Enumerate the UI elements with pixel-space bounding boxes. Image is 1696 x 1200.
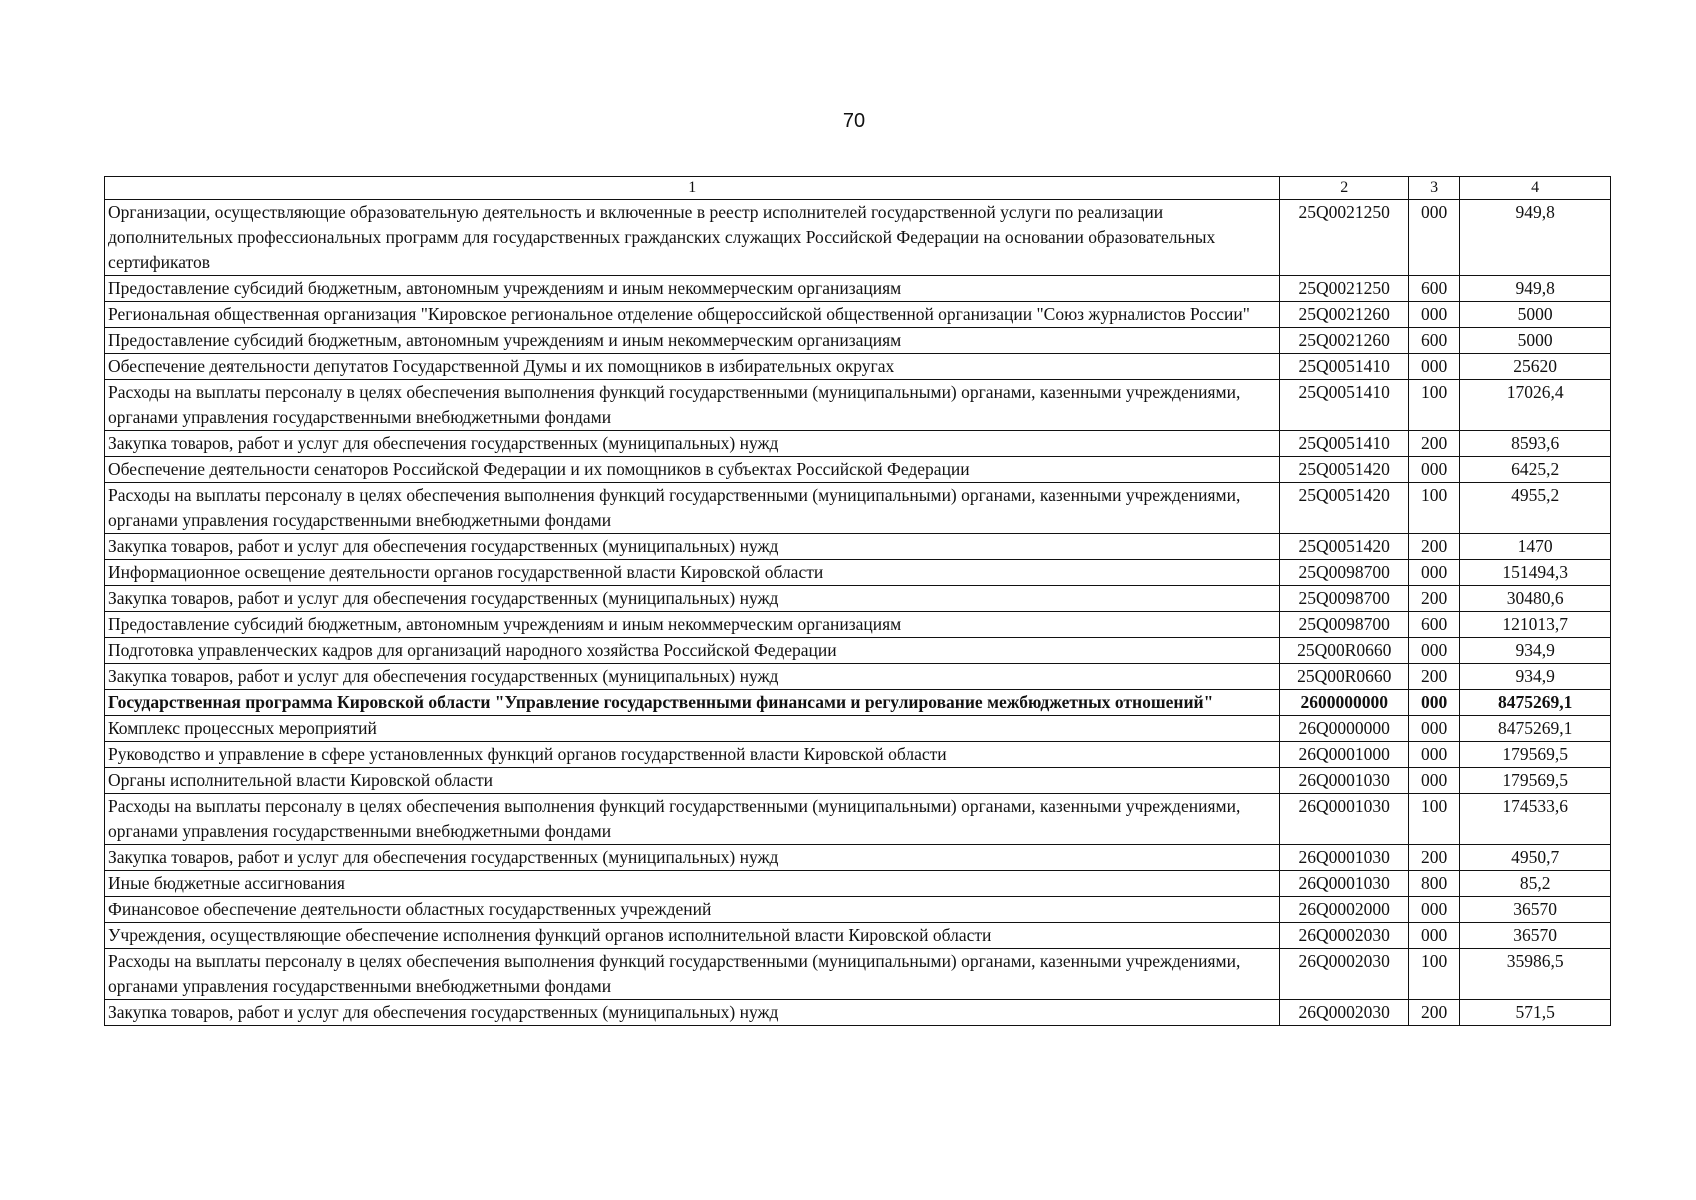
row-amount-cell: 174533,6 xyxy=(1460,794,1611,845)
row-name-cell: Закупка товаров, работ и услуг для обеспечения государственных (муниципальных) нужд xyxy=(105,431,1280,457)
row-name-cell: Расходы на выплаты персоналу в целях обеспечения выполнения функций государственными (муниципальными) органами, казенными учреждениями, органами управления государственными внебюджетными фондами xyxy=(105,949,1280,1000)
table-row xyxy=(105,380,1611,431)
row-expense-type-cell: 000 xyxy=(1409,560,1460,586)
row-amount-cell: 6425,2 xyxy=(1460,457,1611,483)
row-amount-cell: 179569,5 xyxy=(1460,768,1611,794)
row-code-cell: 25Q00R0660 xyxy=(1280,664,1409,690)
table-header xyxy=(105,177,1611,200)
row-expense-type-cell: 200 xyxy=(1409,534,1460,560)
row-amount-cell: 949,8 xyxy=(1460,276,1611,302)
header-col-3: 3 xyxy=(1409,177,1460,200)
row-amount-cell: 949,8 xyxy=(1460,200,1611,276)
row-expense-type-cell: 000 xyxy=(1409,354,1460,380)
row-code-cell: 26Q0001030 xyxy=(1280,794,1409,845)
row-code-cell: 25Q0051410 xyxy=(1280,380,1409,431)
table-row xyxy=(105,328,1611,354)
row-name-cell: Расходы на выплаты персоналу в целях обеспечения выполнения функций государственными (муниципальными) органами, казенными учреждениями, органами управления государственными внебюджетными фондами xyxy=(105,380,1280,431)
row-name-cell: Предоставление субсидий бюджетным, автономным учреждениям и иным некоммерческим организациям xyxy=(105,612,1280,638)
row-code-cell: 25Q0021250 xyxy=(1280,200,1409,276)
row-name-cell: Предоставление субсидий бюджетным, автономным учреждениям и иным некоммерческим организациям xyxy=(105,276,1280,302)
row-name-cell: Расходы на выплаты персоналу в целях обеспечения выполнения функций государственными (муниципальными) органами, казенными учреждениями, органами управления государственными внебюджетными фондами xyxy=(105,794,1280,845)
row-expense-type-cell: 000 xyxy=(1409,457,1460,483)
row-code-cell: 25Q0051420 xyxy=(1280,483,1409,534)
row-name-cell: Закупка товаров, работ и услуг для обеспечения государственных (муниципальных) нужд xyxy=(105,664,1280,690)
table-row xyxy=(105,690,1611,716)
row-amount-cell: 35986,5 xyxy=(1460,949,1611,1000)
row-name-cell: Региональная общественная организация "Кировское региональное отделение общероссийской общественной организации "Союз журналистов России" xyxy=(105,302,1280,328)
row-amount-cell: 5000 xyxy=(1460,328,1611,354)
row-name-cell: Руководство и управление в сфере установленных функций органов государственной власти Кировской области xyxy=(105,742,1280,768)
row-code-cell: 25Q0021260 xyxy=(1280,302,1409,328)
row-name-cell: Организации, осуществляющие образовательную деятельность и включенные в реестр исполнителей государственной услуги по реализации дополнительных профессиональных программ для государственных гражданских служащих Российской Федерации на основании образовательных сертификатов xyxy=(105,200,1280,276)
row-amount-cell: 1470 xyxy=(1460,534,1611,560)
row-expense-type-cell: 600 xyxy=(1409,328,1460,354)
row-expense-type-cell: 000 xyxy=(1409,768,1460,794)
row-code-cell: 25Q0021250 xyxy=(1280,276,1409,302)
table-row xyxy=(105,845,1611,871)
table-row xyxy=(105,302,1611,328)
header-col-2: 2 xyxy=(1280,177,1409,200)
row-expense-type-cell: 200 xyxy=(1409,586,1460,612)
row-code-cell: 26Q0002030 xyxy=(1280,923,1409,949)
row-code-cell: 25Q0051420 xyxy=(1280,534,1409,560)
row-name-cell: Подготовка управленческих кадров для организаций народного хозяйства Российской Федерации xyxy=(105,638,1280,664)
row-expense-type-cell: 100 xyxy=(1409,794,1460,845)
table-row xyxy=(105,716,1611,742)
row-code-cell: 26Q0000000 xyxy=(1280,716,1409,742)
row-name-cell: Обеспечение деятельности сенаторов Российской Федерации и их помощников в субъектах Российской Федерации xyxy=(105,457,1280,483)
row-name-cell: Обеспечение деятельности депутатов Государственной Думы и их помощников в избирательных округах xyxy=(105,354,1280,380)
row-expense-type-cell: 000 xyxy=(1409,897,1460,923)
row-expense-type-cell: 200 xyxy=(1409,664,1460,690)
table-row xyxy=(105,897,1611,923)
row-code-cell: 26Q0001000 xyxy=(1280,742,1409,768)
table-row xyxy=(105,923,1611,949)
table-row xyxy=(105,200,1611,276)
table-row xyxy=(105,794,1611,845)
table-row xyxy=(105,664,1611,690)
row-code-cell: 26Q0002030 xyxy=(1280,949,1409,1000)
row-expense-type-cell: 000 xyxy=(1409,923,1460,949)
row-expense-type-cell: 200 xyxy=(1409,1000,1460,1026)
row-code-cell: 25Q00R0660 xyxy=(1280,638,1409,664)
row-amount-cell: 8475269,1 xyxy=(1460,716,1611,742)
row-name-cell: Государственная программа Кировской области "Управление государственными финансами и регулирование межбюджетных отношений" xyxy=(105,690,1280,716)
row-amount-cell: 4955,2 xyxy=(1460,483,1611,534)
header-col-4: 4 xyxy=(1460,177,1611,200)
row-code-cell: 26Q0002000 xyxy=(1280,897,1409,923)
row-name-cell: Закупка товаров, работ и услуг для обеспечения государственных (муниципальных) нужд xyxy=(105,586,1280,612)
row-amount-cell: 4950,7 xyxy=(1460,845,1611,871)
row-name-cell: Предоставление субсидий бюджетным, автономным учреждениям и иным некоммерческим организациям xyxy=(105,328,1280,354)
row-amount-cell: 151494,3 xyxy=(1460,560,1611,586)
table-row xyxy=(105,638,1611,664)
row-expense-type-cell: 600 xyxy=(1409,612,1460,638)
table-body xyxy=(105,200,1611,1026)
row-expense-type-cell: 000 xyxy=(1409,638,1460,664)
table-row xyxy=(105,768,1611,794)
table-row xyxy=(105,534,1611,560)
row-amount-cell: 934,9 xyxy=(1460,664,1611,690)
row-expense-type-cell: 000 xyxy=(1409,690,1460,716)
table-row xyxy=(105,949,1611,1000)
table-row xyxy=(105,431,1611,457)
table-row xyxy=(105,354,1611,380)
row-name-cell: Иные бюджетные ассигнования xyxy=(105,871,1280,897)
row-amount-cell: 17026,4 xyxy=(1460,380,1611,431)
row-expense-type-cell: 100 xyxy=(1409,380,1460,431)
row-code-cell: 26Q0001030 xyxy=(1280,871,1409,897)
table-row xyxy=(105,483,1611,534)
row-expense-type-cell: 800 xyxy=(1409,871,1460,897)
row-expense-type-cell: 000 xyxy=(1409,200,1460,276)
row-code-cell: 2600000000 xyxy=(1280,690,1409,716)
row-amount-cell: 30480,6 xyxy=(1460,586,1611,612)
row-code-cell: 26Q0002030 xyxy=(1280,1000,1409,1026)
row-code-cell: 25Q0098700 xyxy=(1280,560,1409,586)
row-amount-cell: 934,9 xyxy=(1460,638,1611,664)
table-row xyxy=(105,560,1611,586)
row-name-cell: Органы исполнительной власти Кировской области xyxy=(105,768,1280,794)
table-row xyxy=(105,871,1611,897)
row-expense-type-cell: 000 xyxy=(1409,302,1460,328)
row-code-cell: 25Q0098700 xyxy=(1280,612,1409,638)
row-name-cell: Расходы на выплаты персоналу в целях обеспечения выполнения функций государственными (муниципальными) органами, казенными учреждениями, органами управления государственными внебюджетными фондами xyxy=(105,483,1280,534)
table-row xyxy=(105,457,1611,483)
row-amount-cell: 179569,5 xyxy=(1460,742,1611,768)
table-row xyxy=(105,586,1611,612)
row-name-cell: Учреждения, осуществляющие обеспечение исполнения функций органов исполнительной власти Кировской области xyxy=(105,923,1280,949)
row-amount-cell: 36570 xyxy=(1460,923,1611,949)
header-col-1: 1 xyxy=(105,177,1280,200)
row-code-cell: 26Q0001030 xyxy=(1280,768,1409,794)
row-code-cell: 25Q0098700 xyxy=(1280,586,1409,612)
row-amount-cell: 571,5 xyxy=(1460,1000,1611,1026)
header-row xyxy=(105,177,1611,200)
row-expense-type-cell: 600 xyxy=(1409,276,1460,302)
table-row xyxy=(105,1000,1611,1026)
row-expense-type-cell: 200 xyxy=(1409,431,1460,457)
row-amount-cell: 5000 xyxy=(1460,302,1611,328)
row-name-cell: Закупка товаров, работ и услуг для обеспечения государственных (муниципальных) нужд xyxy=(105,534,1280,560)
page-number: 70 xyxy=(842,110,866,132)
row-code-cell: 25Q0051420 xyxy=(1280,457,1409,483)
row-amount-cell: 85,2 xyxy=(1460,871,1611,897)
row-amount-cell: 36570 xyxy=(1460,897,1611,923)
table-row xyxy=(105,612,1611,638)
row-amount-cell: 25620 xyxy=(1460,354,1611,380)
row-code-cell: 26Q0001030 xyxy=(1280,845,1409,871)
row-expense-type-cell: 100 xyxy=(1409,483,1460,534)
row-amount-cell: 8593,6 xyxy=(1460,431,1611,457)
row-name-cell: Финансовое обеспечение деятельности областных государственных учреждений xyxy=(105,897,1280,923)
row-name-cell: Комплекс процессных мероприятий xyxy=(105,716,1280,742)
row-expense-type-cell: 100 xyxy=(1409,949,1460,1000)
row-code-cell: 25Q0051410 xyxy=(1280,431,1409,457)
table-row xyxy=(105,742,1611,768)
table-row xyxy=(105,276,1611,302)
row-name-cell: Закупка товаров, работ и услуг для обеспечения государственных (муниципальных) нужд xyxy=(105,845,1280,871)
row-expense-type-cell: 200 xyxy=(1409,845,1460,871)
row-code-cell: 25Q0051410 xyxy=(1280,354,1409,380)
row-amount-cell: 121013,7 xyxy=(1460,612,1611,638)
budget-table xyxy=(104,176,1611,1026)
row-name-cell: Закупка товаров, работ и услуг для обеспечения государственных (муниципальных) нужд xyxy=(105,1000,1280,1026)
row-expense-type-cell: 000 xyxy=(1409,742,1460,768)
row-code-cell: 25Q0021260 xyxy=(1280,328,1409,354)
row-name-cell: Информационное освещение деятельности органов государственной власти Кировской области xyxy=(105,560,1280,586)
row-expense-type-cell: 000 xyxy=(1409,716,1460,742)
row-amount-cell: 8475269,1 xyxy=(1460,690,1611,716)
